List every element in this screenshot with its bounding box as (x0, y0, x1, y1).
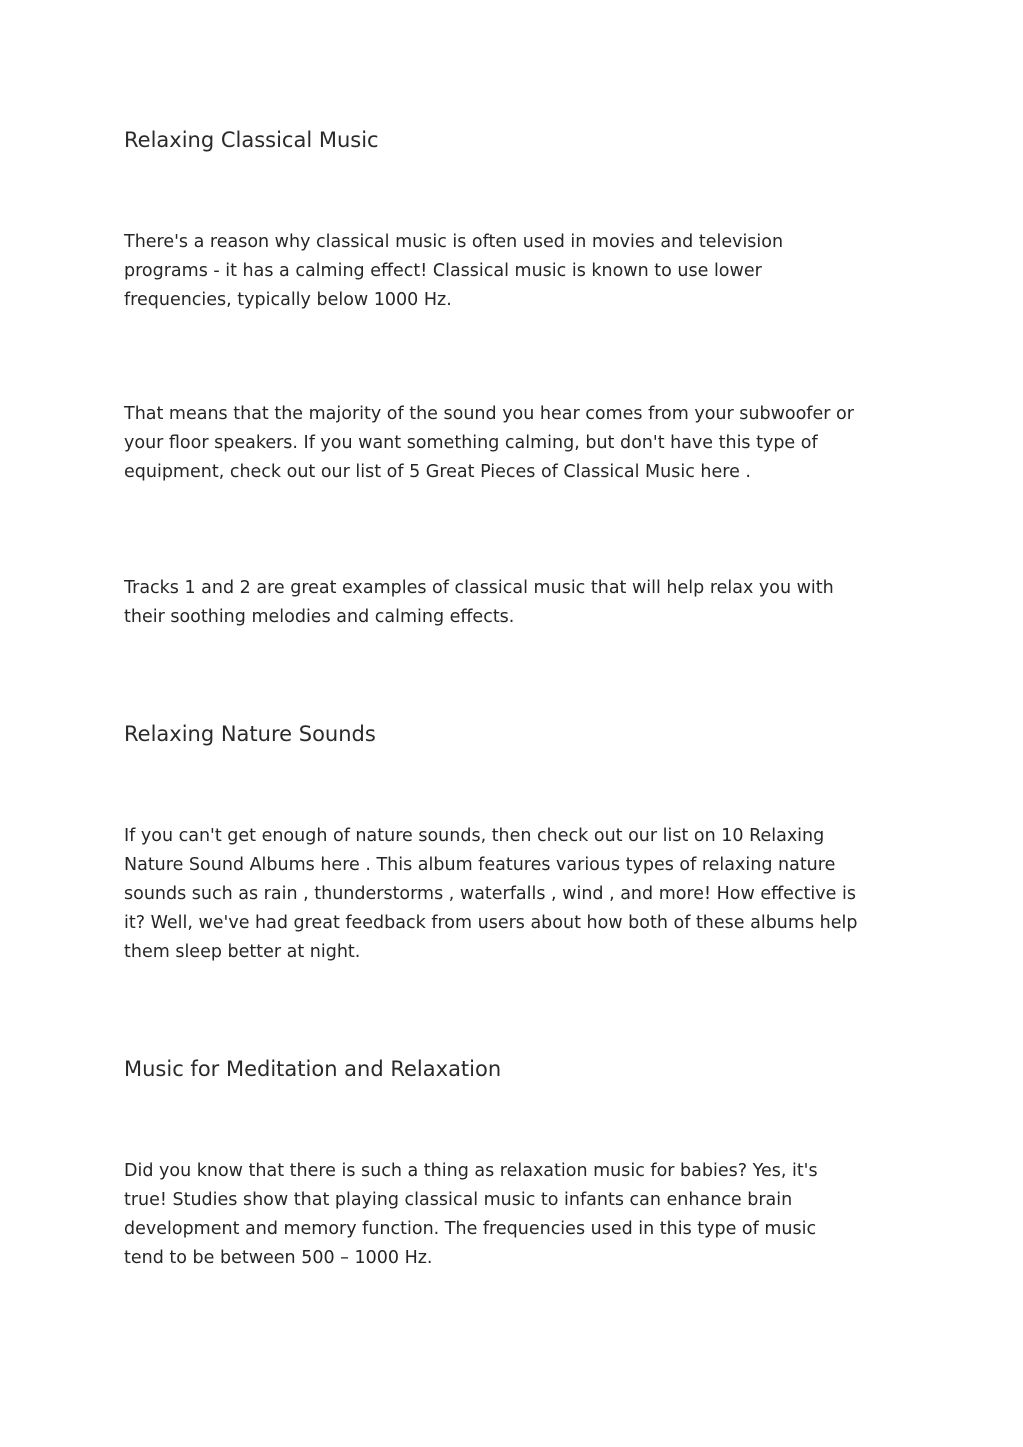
paragraph-nature-sounds (124, 822, 904, 967)
paragraph-line: them sleep better at night. (124, 942, 361, 962)
paragraph-line: frequencies, typically below 1000 Hz. (124, 290, 452, 310)
paragraph-meditation-babies (124, 1157, 904, 1273)
paragraph-line: programs - it has a calming effect! Classical music is known to use lower (124, 261, 762, 281)
paragraph-line: it? Well, we've had great feedback from users about how both of these albums help (124, 913, 858, 933)
paragraph-line: Did you know that there is such a thing as relaxation music for babies? Yes, it's (124, 1161, 818, 1181)
paragraph-line: their soothing melodies and calming effects. (124, 607, 515, 627)
paragraph-line: There's a reason why classical music is often used in movies and television (124, 232, 784, 252)
paragraph-classical-tracks (124, 574, 904, 632)
paragraph-classical-speakers (124, 400, 904, 487)
paragraph-line: tend to be between 500 – 1000 Hz. (124, 1248, 433, 1268)
paragraph-line: Nature Sound Albums here . This album features various types of relaxing nature (124, 855, 836, 875)
heading-relaxing-classical-music: Relaxing Classical Music (124, 128, 379, 152)
paragraph-line: equipment, check out our list of 5 Great Pieces of Classical Music here . (124, 462, 751, 482)
paragraph-line: If you can't get enough of nature sounds, then check out our list on 10 Relaxing (124, 826, 825, 846)
paragraph-line: your floor speakers. If you want something calming, but don't have this type of (124, 433, 818, 453)
paragraph-line: Tracks 1 and 2 are great examples of classical music that will help relax you with (124, 578, 834, 598)
paragraph-line: sounds such as rain , thunderstorms , waterfalls , wind , and more! How effective is (124, 884, 856, 904)
paragraph-line: development and memory function. The frequencies used in this type of music (124, 1219, 817, 1239)
paragraph-classical-intro (124, 228, 904, 315)
paragraph-line: true! Studies show that playing classical music to infants can enhance brain (124, 1190, 793, 1210)
heading-music-for-meditation: Music for Meditation and Relaxation (124, 1057, 502, 1081)
paragraph-line: That means that the majority of the sound you hear comes from your subwoofer or (124, 404, 854, 424)
heading-relaxing-nature-sounds: Relaxing Nature Sounds (124, 722, 376, 746)
